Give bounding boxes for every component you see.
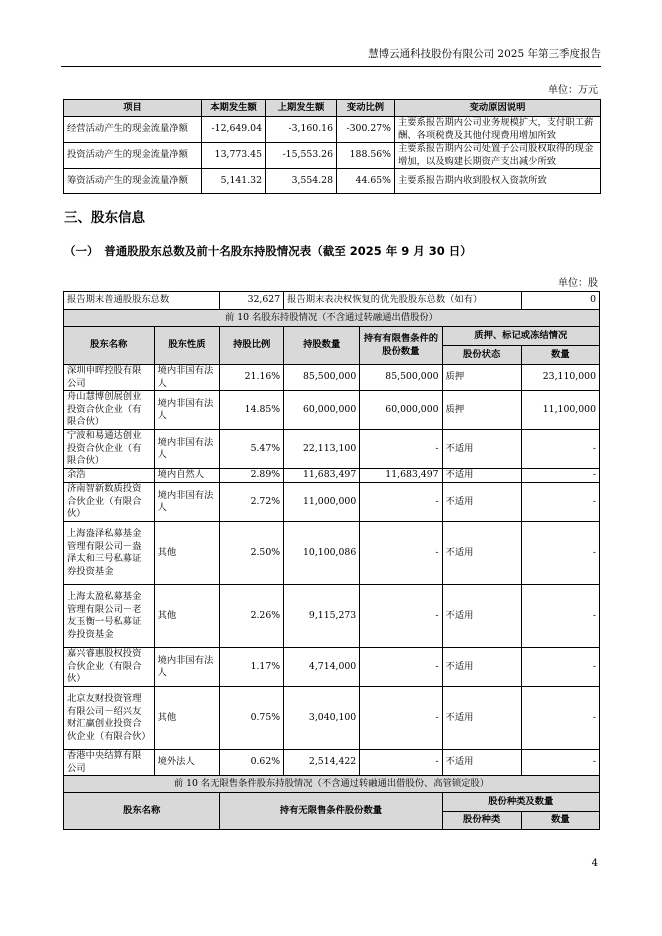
unrestricted-caption: 前 10 名无限售条件股东持股情况（不含通过转融通出借股份、高管锁定股） xyxy=(64,776,600,793)
un-col-type-qty: 数量 xyxy=(521,812,599,830)
page-header xyxy=(61,46,601,67)
col-change: 变动比例 xyxy=(337,100,395,117)
holder-qty: 10,100,086 xyxy=(284,522,360,585)
holder-pledge-qty: 11,100,000 xyxy=(521,391,599,430)
header-row xyxy=(64,327,600,346)
holder-qty: 11,683,497 xyxy=(284,469,360,483)
table-row xyxy=(64,585,600,648)
holder-status: 不适用 xyxy=(442,687,521,750)
report-title: 慧博云通科技股份有限公司 2025 年第三季度报告 xyxy=(368,48,601,60)
table-header-row xyxy=(64,100,601,117)
holder-nature: 境内非国有法人 xyxy=(154,430,220,469)
totals-row xyxy=(64,292,600,310)
table-row xyxy=(64,117,601,143)
holder-pledge-qty: - xyxy=(521,648,599,687)
holder-pledge-qty: - xyxy=(521,469,599,483)
table-row xyxy=(64,469,600,483)
col-current: 本期发生额 xyxy=(202,100,266,117)
holder-qty: 85,500,000 xyxy=(284,365,360,391)
item-cell: 经营活动产生的现金流量净额 xyxy=(64,117,202,143)
un-col-type: 股份种类及数量 xyxy=(442,793,599,812)
holder-qty: 11,000,000 xyxy=(284,483,360,522)
col-reason: 变动原因说明 xyxy=(395,100,601,117)
holder-nature: 其他 xyxy=(154,687,220,750)
holder-ratio: 14.85% xyxy=(220,391,284,430)
holder-pledge-qty: - xyxy=(521,585,599,648)
holder-restricted: 85,500,000 xyxy=(360,365,442,391)
col-restricted: 持有有限售条件的股份数量 xyxy=(360,327,442,365)
holder-name: 舟山慧博创展创业投资合伙企业（有限合伙） xyxy=(64,391,155,430)
current-cell: -12,649.04 xyxy=(202,117,266,143)
holder-nature: 其他 xyxy=(154,585,220,648)
holder-ratio: 2.72% xyxy=(220,483,284,522)
change-cell: 44.65% xyxy=(337,169,395,194)
holder-ratio: 0.75% xyxy=(220,687,284,750)
un-col-name: 股东名称 xyxy=(64,793,220,830)
holder-status: 不适用 xyxy=(442,750,521,776)
prior-cell: -3,160.16 xyxy=(266,117,337,143)
holder-status: 不适用 xyxy=(442,430,521,469)
holder-ratio: 21.16% xyxy=(220,365,284,391)
holder-restricted: - xyxy=(360,648,442,687)
holder-qty: 60,000,000 xyxy=(284,391,360,430)
holder-restricted: - xyxy=(360,430,442,469)
table-row xyxy=(64,483,600,522)
unrestricted-caption-row xyxy=(64,776,600,793)
holder-status: 不适用 xyxy=(442,648,521,687)
holder-restricted: - xyxy=(360,750,442,776)
section-title: 三、股东信息 xyxy=(64,210,145,226)
holder-name: 济南智新数质投资合伙企业（有限合伙） xyxy=(64,483,155,522)
holder-restricted: 11,683,497 xyxy=(360,469,442,483)
holder-ratio: 2.89% xyxy=(220,469,284,483)
holder-status: 质押 xyxy=(442,365,521,391)
col-item: 项目 xyxy=(64,100,202,117)
holder-pledge-qty: - xyxy=(521,430,599,469)
col-nature: 股东性质 xyxy=(154,327,220,365)
holder-ratio: 0.62% xyxy=(220,750,284,776)
table-row xyxy=(64,430,600,469)
holder-name: 深圳申晖控股有限公司 xyxy=(64,365,155,391)
holder-qty: 22,113,100 xyxy=(284,430,360,469)
col-pledge-qty: 数量 xyxy=(521,346,599,365)
holders-unit: 单位：股 xyxy=(558,278,598,289)
col-status: 股份状态 xyxy=(442,346,521,365)
holder-name: 嘉兴睿惠股权投资合伙企业（有限合伙） xyxy=(64,648,155,687)
prior-cell: 3,554.28 xyxy=(266,169,337,194)
holder-name: 香港中央结算有限公司 xyxy=(64,750,155,776)
holder-name: 上海太盈私募基金管理有限公司－老友玉衡一号私募证券投资基金 xyxy=(64,585,155,648)
holder-pledge-qty: - xyxy=(521,522,599,585)
page-number: 4 xyxy=(591,858,598,869)
holder-pledge-qty: - xyxy=(521,483,599,522)
holder-nature: 境内非国有法人 xyxy=(154,648,220,687)
table-row xyxy=(64,687,600,750)
holder-restricted: - xyxy=(360,483,442,522)
holder-qty: 3,040,100 xyxy=(284,687,360,750)
subsection-title: （一） 普通股股东总数及前十名股东持股情况表（截至 2025 年 9 月 30 日） xyxy=(64,244,472,258)
holder-nature: 境内自然人 xyxy=(154,469,220,483)
holder-ratio: 2.26% xyxy=(220,585,284,648)
holder-ratio: 5.47% xyxy=(220,430,284,469)
col-name: 股东名称 xyxy=(64,327,155,365)
holder-qty: 9,115,273 xyxy=(284,585,360,648)
current-cell: 5,141.32 xyxy=(202,169,266,194)
holder-name: 北京友财投资管理有限公司－绍兴友财汇赢创业投资合伙企业（有限合伙） xyxy=(64,687,155,750)
total-label: 报告期末普通股股东总数 xyxy=(64,292,220,310)
holder-pledge-qty: - xyxy=(521,687,599,750)
cashflow-unit: 单位：万元 xyxy=(548,85,598,96)
holder-restricted: - xyxy=(360,585,442,648)
change-cell: 188.56% xyxy=(337,143,395,169)
reason-cell: 主要系报告期内公司处置子公司股权取得的现金增加，以及购建长期资产支出减少所致 xyxy=(395,143,601,169)
holder-qty: 4,714,000 xyxy=(284,648,360,687)
change-cell: -300.27% xyxy=(337,117,395,143)
top10-caption-row xyxy=(64,310,600,327)
holder-nature: 其他 xyxy=(154,522,220,585)
current-cell: 13,773.45 xyxy=(202,143,266,169)
table-row xyxy=(64,365,600,391)
col-pledge: 质押、标记或冻结情况 xyxy=(442,327,599,346)
holder-restricted: 60,000,000 xyxy=(360,391,442,430)
item-cell: 筹资活动产生的现金流量净额 xyxy=(64,169,202,194)
holder-status: 不适用 xyxy=(442,469,521,483)
holder-ratio: 1.17% xyxy=(220,648,284,687)
un-col-type-name: 股份种类 xyxy=(442,812,521,830)
holder-status: 不适用 xyxy=(442,483,521,522)
holder-name: 余浩 xyxy=(64,469,155,483)
holder-nature: 境内非国有法人 xyxy=(154,391,220,430)
holder-restricted: - xyxy=(360,687,442,750)
table-row xyxy=(64,143,601,169)
holder-name: 宁波和易通达创业投资合伙企业（有限合伙） xyxy=(64,430,155,469)
cashflow-table xyxy=(63,99,601,194)
unrestricted-header-row xyxy=(64,793,600,812)
holder-status: 不适用 xyxy=(442,585,521,648)
holder-name: 上海盎泽私募基金管理有限公司－盎泽太和三号私募证券投资基金 xyxy=(64,522,155,585)
total-value: 32,627 xyxy=(220,292,284,310)
item-cell: 投资活动产生的现金流量净额 xyxy=(64,143,202,169)
table-row xyxy=(64,750,600,776)
holder-nature: 境内非国有法人 xyxy=(154,365,220,391)
table-row xyxy=(64,169,601,194)
holder-status: 质押 xyxy=(442,391,521,430)
holder-pledge-qty: - xyxy=(521,750,599,776)
reason-cell: 主要系报告期内收到股权入资款所致 xyxy=(395,169,601,194)
col-prior: 上期发生额 xyxy=(266,100,337,117)
col-qty: 持股数量 xyxy=(284,327,360,365)
table-row xyxy=(64,522,600,585)
top10-caption: 前 10 名股东持股情况（不含通过转融通出借股份） xyxy=(64,310,600,327)
pref-label: 报告期末表决权恢复的优先股股东总数（如有） xyxy=(284,292,522,310)
holder-nature: 境外法人 xyxy=(154,750,220,776)
un-col-qty: 持有无限售条件股份数量 xyxy=(220,793,442,830)
holder-nature: 境内非国有法人 xyxy=(154,483,220,522)
pref-value: 0 xyxy=(521,292,599,310)
reason-cell: 主要系报告期内公司业务规模扩大，支付职工薪酬、各项税费及其他付现费用增加所致 xyxy=(395,117,601,143)
holder-status: 不适用 xyxy=(442,522,521,585)
col-ratio: 持股比例 xyxy=(220,327,284,365)
holder-qty: 2,514,422 xyxy=(284,750,360,776)
table-row xyxy=(64,648,600,687)
holder-ratio: 2.50% xyxy=(220,522,284,585)
holder-pledge-qty: 23,110,000 xyxy=(521,365,599,391)
shareholders-table xyxy=(63,291,600,830)
holder-restricted: - xyxy=(360,522,442,585)
table-row xyxy=(64,391,600,430)
prior-cell: -15,553.26 xyxy=(266,143,337,169)
